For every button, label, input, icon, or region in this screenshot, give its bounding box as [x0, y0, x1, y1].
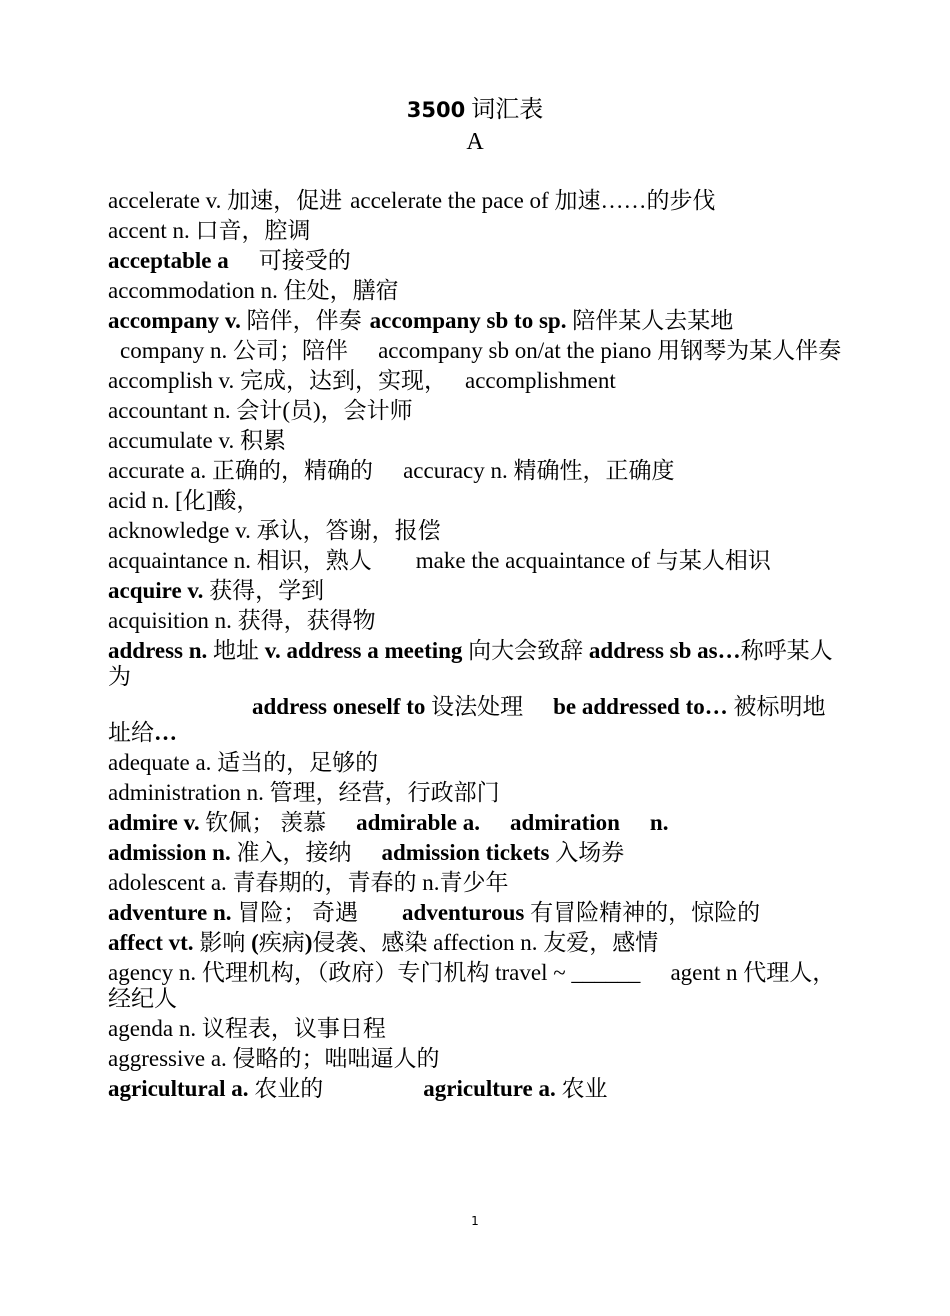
entry-admire [108, 808, 843, 838]
entry-text: acknowledge v. 承认，答谢，报偿 [108, 518, 441, 543]
entry-text: accomplish v. 完成，达到，实现， [108, 368, 448, 393]
entry-meaning: 地址 [207, 638, 265, 663]
entry-pos: n. [649, 810, 669, 835]
entry-accompany [108, 306, 843, 336]
entry-meaning: 获得，学到 [203, 578, 325, 603]
entry-text: accent n. 口音，腔调 [108, 218, 311, 243]
entry-meaning: 疾病 [258, 930, 305, 955]
entry-accountant [108, 396, 843, 426]
entry-phrase: address oneself to [252, 694, 426, 719]
entry-headword: adventure n. [108, 900, 232, 925]
entry-phrase: be addressed to… [553, 694, 728, 719]
entry-administration [108, 778, 843, 808]
entry-paren: ( [251, 930, 259, 955]
entry-text: administration n. 管理，经营，行政部门 [108, 780, 500, 805]
entry-text: agenda n. 议程表，议事日程 [108, 1016, 386, 1041]
entry-acquisition [108, 606, 843, 636]
entry-text: accelerate v. 加速，促进 [108, 188, 343, 213]
entry-adolescent [108, 868, 843, 898]
page-title [0, 96, 950, 124]
entry-headword: accompany v. [108, 308, 241, 333]
entry-meaning: 影响 [193, 930, 252, 955]
entry-text: accurate a. 正确的，精确的 [108, 458, 374, 483]
entry-acquire [108, 576, 843, 606]
entry-headword: acquire v. [108, 578, 204, 603]
entry-phrase: admission tickets [381, 840, 550, 865]
entry-meaning: 称呼某人为 [108, 638, 833, 689]
entry-phrase: accompany sb on/at the piano 用钢琴为某人伴奏 [378, 338, 842, 363]
entry-derivative: accuracy n. 精确性，正确度 [403, 458, 675, 483]
entry-affect [108, 928, 843, 958]
title-number: 3500 [406, 98, 466, 122]
entry-address-phrases [108, 692, 843, 748]
entry-aggressive [108, 1044, 843, 1074]
entry-phrase: v. address a meeting [264, 638, 463, 663]
entry-ellipsis: … [154, 720, 177, 745]
entry-text: agency n. 代理机构，（政府）专门机构 travel ~ ______ [108, 960, 641, 985]
entry-derivative: accomplishment [465, 368, 616, 393]
entry-text: accountant n. 会计(员)，会计师 [108, 398, 413, 423]
entry-headword: admission n. [108, 840, 231, 865]
entry-meaning: 入场券 [549, 840, 625, 865]
entry-meaning: 设法处理 [425, 694, 524, 719]
entry-acquaintance [108, 546, 843, 576]
entry-meaning: 侵袭、感染 [312, 930, 434, 955]
entry-admission [108, 838, 843, 868]
entry-agency [108, 958, 843, 1014]
entry-text: acquaintance n. 相识，熟人 [108, 548, 372, 573]
entry-meaning: 被标明地址给 [108, 694, 826, 745]
entry-phrase: accelerate the pace of 加速……的步伐 [350, 188, 716, 213]
entry-agricultural [108, 1074, 843, 1104]
entry-accomplish [108, 366, 843, 396]
entry-derivative: affection n. 友爱，感情 [433, 930, 659, 955]
entry-text: acid n. [化]酸， [108, 488, 260, 513]
entry-derivative: admiration [510, 810, 620, 835]
entry-meaning: 向大会致辞 [462, 638, 589, 663]
entry-headword: address n. [108, 638, 208, 663]
entry-adequate [108, 748, 843, 778]
entry-accelerate [108, 186, 843, 216]
entry-acknowledge [108, 516, 843, 546]
entry-address [108, 636, 843, 692]
entry-meaning: 有冒险精神的，惊险的 [524, 900, 761, 925]
vocabulary-list [108, 186, 843, 1104]
entry-text: adolescent a. 青春期的，青春的 n.青少年 [108, 870, 509, 895]
entry-acid [108, 486, 843, 516]
title-text: 词汇表 [465, 97, 544, 123]
entry-text: company n. 公司；陪伴 [120, 338, 349, 363]
entry-meaning: 钦佩； 羡慕 [199, 810, 327, 835]
entry-meaning: 农业的 [248, 1076, 324, 1101]
entry-agenda [108, 1014, 843, 1044]
entry-derivative: adventurous [402, 900, 525, 925]
entry-acceptable [108, 246, 843, 276]
entry-text: aggressive a. 侵略的；咄咄逼人的 [108, 1046, 440, 1071]
entry-meaning: 农业 [555, 1076, 608, 1101]
entry-headword: admire v. [108, 810, 200, 835]
entry-derivative: agent n 代理人，经纪人 [108, 960, 836, 1011]
entry-meaning: 陪伴，伴奏 [240, 308, 362, 333]
entry-text: acquisition n. 获得，获得物 [108, 608, 376, 633]
entry-company [108, 336, 843, 366]
entry-accurate [108, 456, 843, 486]
entry-accent [108, 216, 843, 246]
entry-phrase: accompany sb to sp. [369, 308, 567, 333]
entry-meaning: 陪伴某人去某地 [566, 308, 734, 333]
entry-headword: affect vt. [108, 930, 194, 955]
section-letter: A [466, 129, 484, 155]
entry-accommodation [108, 276, 843, 306]
entry-derivative: admirable a. [356, 810, 481, 835]
entry-headword: agricultural a. [108, 1076, 249, 1101]
entry-derivative: agriculture a. [423, 1076, 556, 1101]
entry-phrase: address sb as… [588, 638, 741, 663]
entry-adventure [108, 898, 843, 928]
entry-text: accumulate v. 积累 [108, 428, 286, 453]
entry-phrase: make the acquaintance of 与某人相识 [415, 548, 771, 573]
entry-text: accommodation n. 住处，膳宿 [108, 278, 399, 303]
page-number: 1 [471, 1214, 479, 1228]
entry-meaning: 可接受的 [258, 248, 351, 273]
entry-meaning: 冒险； 奇遇 [231, 900, 359, 925]
entry-meaning: 准入，接纳 [230, 840, 352, 865]
entry-headword: acceptable a [108, 248, 229, 273]
entry-accumulate [108, 426, 843, 456]
entry-text: adequate a. 适当的，足够的 [108, 750, 379, 775]
entry-paren: ) [304, 930, 313, 955]
